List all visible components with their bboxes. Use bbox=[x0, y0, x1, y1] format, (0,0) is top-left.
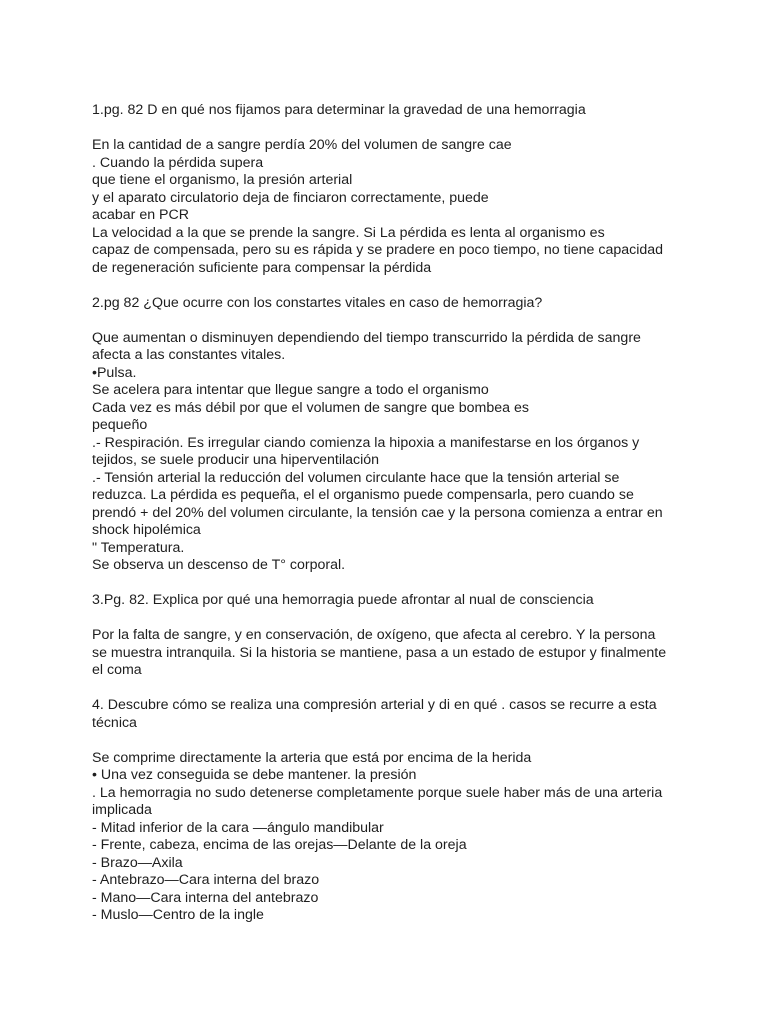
question-3: 3.Pg. 82. Explica por qué una hemorragia puede afrontar al nual de consciencia bbox=[92, 592, 594, 608]
answer-4-line: - Mitad inferior de la cara —ángulo mandibular bbox=[92, 819, 384, 836]
paragraph-gap bbox=[92, 732, 672, 750]
answer-3-line: el coma bbox=[92, 662, 142, 678]
answer-2-line: " Temperatura. bbox=[92, 539, 185, 556]
answer-3-line: se muestra intranquila. Si la historia se mantiene, pasa a un estado de estupor y finalmente bbox=[92, 644, 667, 661]
answer-2-line: .- Tensión arterial la reducción del volumen circulante hace que la tensión arterial se bbox=[92, 469, 620, 486]
answer-4-line: - Antebrazo—Cara interna del brazo bbox=[92, 872, 320, 888]
paragraph-gap bbox=[92, 120, 672, 138]
answer-1-line: y el aparato circulatorio deja de finciaron correctamente, puede bbox=[92, 189, 489, 206]
paragraph-gap bbox=[92, 575, 672, 593]
answer-2-line: afecta a las constantes vitales. bbox=[92, 347, 286, 363]
answer-2-line: •Pulsa. bbox=[92, 364, 137, 381]
answer-2-line: Cada vez es más débil por que el volumen de sangre que bombea es bbox=[92, 399, 529, 416]
answer-4-line: Se comprime directamente la arteria que está por encima de la herida bbox=[92, 749, 532, 766]
answer-4-line: . La hemorragia no sudo detenerse completamente porque suele haber más de una arteria bbox=[92, 784, 663, 801]
answer-2-line: prendó + del 20% del volumen circulante, la tensión cae y la persona comienza a entrar en bbox=[92, 504, 663, 521]
paragraph-gap bbox=[92, 277, 672, 295]
answer-4-line: - Brazo—Axila bbox=[92, 854, 183, 871]
answer-2-line: shock hipolémica bbox=[92, 522, 201, 538]
answer-4-line: - Mano—Cara interna del antebrazo bbox=[92, 889, 319, 906]
answer-1-line: que tiene el organismo, la presión arterial bbox=[92, 172, 353, 188]
answer-1-line: En la cantidad de a sangre perdía 20% del volumen de sangre cae bbox=[92, 137, 512, 153]
question-4: 4. Descubre cómo se realiza una compresión arterial y di en qué . casos se recurre a esta bbox=[92, 697, 657, 713]
answer-1-line: . Cuando la pérdida supera bbox=[92, 154, 264, 171]
paragraph-gap bbox=[92, 312, 672, 330]
answer-2-line: pequeño bbox=[92, 417, 148, 433]
answer-2-line: Se acelera para intentar que llegue sangre a todo el organismo bbox=[92, 382, 489, 398]
paragraph-gap bbox=[92, 680, 672, 698]
answer-3-line: Por la falta de sangre, y en conservación, de oxígeno, que afecta al cerebro. Y la persona bbox=[92, 627, 656, 643]
answer-4-line: - Muslo—Centro de la ingle bbox=[92, 907, 264, 923]
answer-1-line: capaz de compensada, pero su es rápida y se pradere en poco tiempo, no tiene capacidad bbox=[92, 242, 664, 258]
document-body bbox=[92, 102, 672, 925]
answer-4-line: - Frente, cabeza, encima de las orejas—Delante de la oreja bbox=[92, 837, 467, 853]
answer-1-line: La velocidad a la que se prende la sangre. Si La pérdida es lenta al organismo es bbox=[92, 224, 605, 241]
question-4: técnica bbox=[92, 714, 137, 731]
question-1: 1.pg. 82 D en qué nos fijamos para determinar la gravedad de una hemorragia bbox=[92, 102, 586, 118]
answer-4-line: • Una vez conseguida se debe mantener. la presión bbox=[92, 767, 417, 783]
answer-2-line: .- Respiración. Es irregular ciando comienza la hipoxia a manifestarse en los órganos y bbox=[92, 434, 640, 451]
paragraph-gap bbox=[92, 610, 672, 628]
question-2: 2.pg 82 ¿Que ocurre con los constartes vitales en caso de hemorragia? bbox=[92, 294, 543, 311]
answer-4-line: implicada bbox=[92, 802, 152, 818]
answer-1-line: acabar en PCR bbox=[92, 207, 189, 223]
answer-2-line: Se observa un descenso de T° corporal. bbox=[92, 557, 346, 573]
answer-1-line: de regeneración suficiente para compensar la pérdida bbox=[92, 259, 432, 276]
answer-2-line: Que aumentan o disminuyen dependiendo del tiempo transcurrido la pérdida de sangre bbox=[92, 329, 641, 346]
answer-2-line: reduzca. La pérdida es pequeña, el el organismo puede compensarla, pero cuando se bbox=[92, 487, 634, 503]
answer-2-line: tejidos, se suele producir una hiperventilación bbox=[92, 452, 380, 468]
